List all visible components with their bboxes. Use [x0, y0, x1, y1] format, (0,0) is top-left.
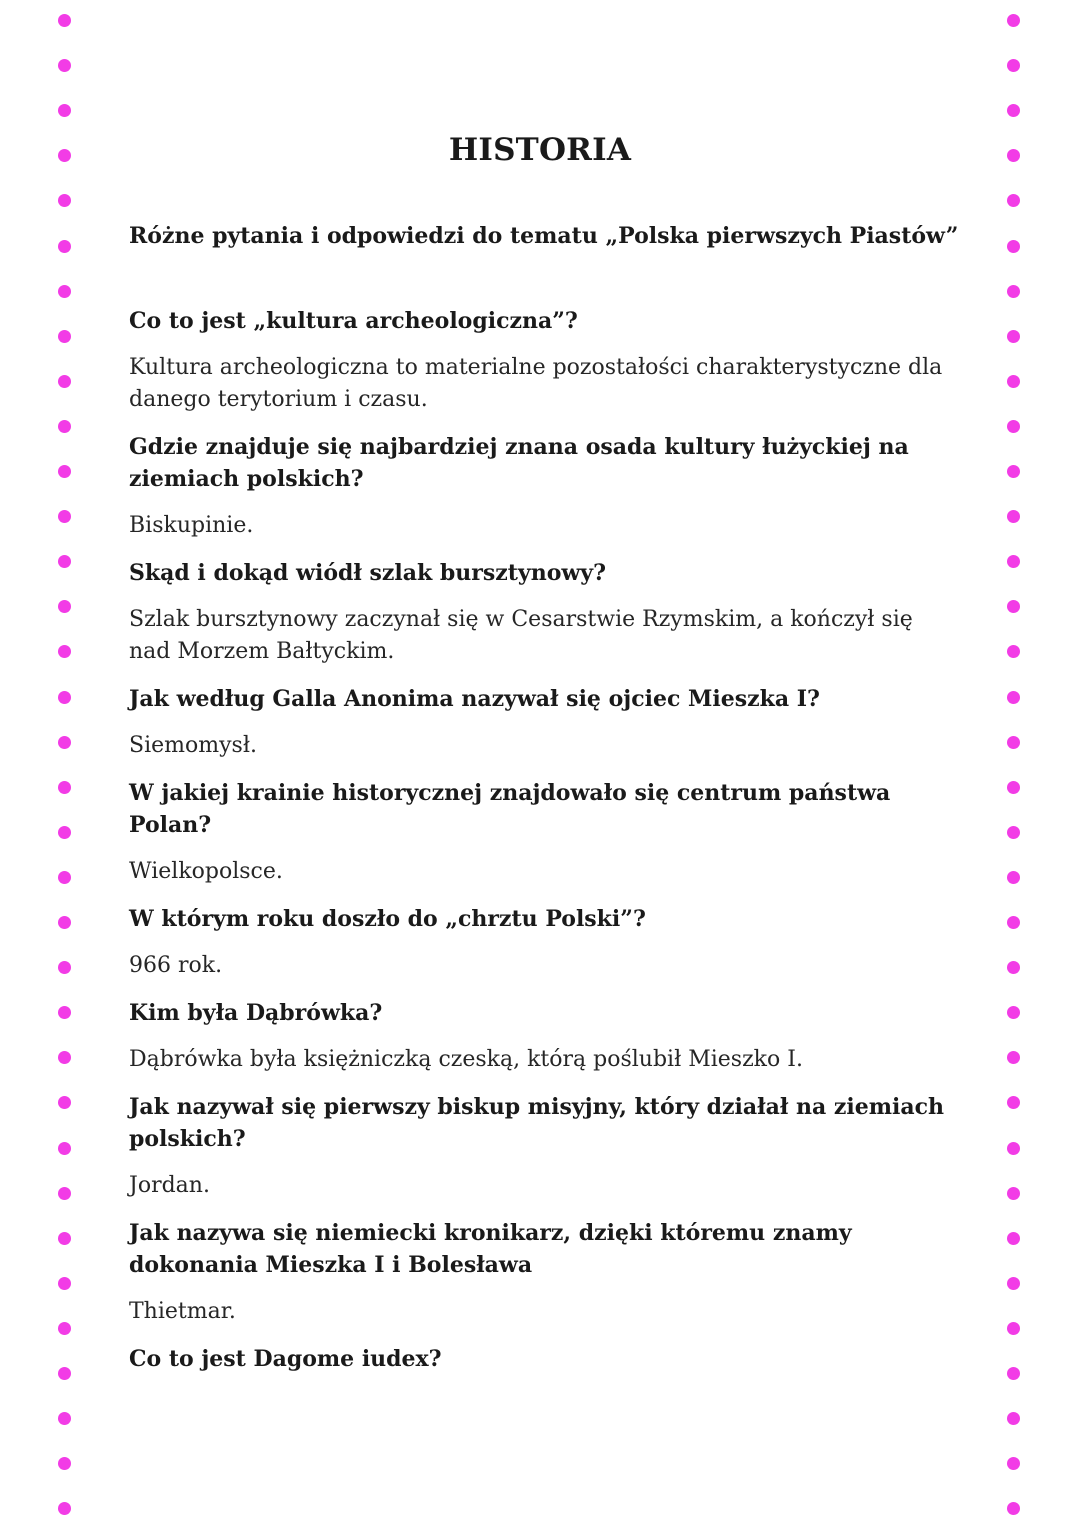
- border-dot: [1007, 1232, 1020, 1245]
- border-dot: [1007, 1412, 1020, 1425]
- border-dot: [1007, 420, 1020, 433]
- border-dot: [58, 1457, 71, 1470]
- border-dot: [1007, 194, 1020, 207]
- left-dot-border: [55, 0, 75, 1527]
- border-dot: [1007, 916, 1020, 929]
- border-dot: [58, 961, 71, 974]
- question: Jak nazywał się pierwszy biskup misyjny, który działał na ziemiach polskich?: [129, 1094, 945, 1152]
- border-dot: [58, 1367, 71, 1380]
- answer: Jordan.: [129, 1173, 210, 1198]
- border-dot: [1007, 14, 1020, 27]
- border-dot: [1007, 465, 1020, 478]
- border-dot: [58, 240, 71, 253]
- border-dot: [1007, 555, 1020, 568]
- question: Skąd i dokąd wiódł szlak bursztynowy?: [129, 560, 606, 586]
- border-dot: [1007, 600, 1020, 613]
- border-dot: [58, 330, 71, 343]
- border-dot: [1007, 1142, 1020, 1155]
- border-dot: [1007, 691, 1020, 704]
- border-dot: [1007, 1502, 1020, 1515]
- border-dot: [58, 285, 71, 298]
- border-dot: [1007, 961, 1020, 974]
- border-dot: [58, 555, 71, 568]
- border-dot: [58, 1142, 71, 1155]
- answer: 966 rok.: [129, 953, 223, 978]
- border-dot: [1007, 104, 1020, 117]
- border-dot: [58, 59, 71, 72]
- border-dot: [1007, 375, 1020, 388]
- border-dot: [58, 375, 71, 388]
- border-dot: [1007, 781, 1020, 794]
- border-dot: [1007, 1277, 1020, 1290]
- question: Co to jest „kultura archeologiczna”?: [129, 308, 578, 334]
- question: Co to jest Dagome iudex?: [129, 1346, 442, 1372]
- answer: Wielkopolsce.: [129, 859, 283, 884]
- border-dot: [58, 916, 71, 929]
- border-dot: [58, 781, 71, 794]
- answer: Dąbrówka była księżniczką czeską, którą poślubił Mieszko I.: [129, 1047, 803, 1072]
- border-dot: [1007, 1322, 1020, 1335]
- border-dot: [58, 1187, 71, 1200]
- border-dot: [58, 1277, 71, 1290]
- border-dot: [1007, 330, 1020, 343]
- border-dot: [1007, 510, 1020, 523]
- question: Jak nazywa się niemiecki kronikarz, dzięki któremu znamy dokonania Mieszka I i Bolesława: [129, 1220, 852, 1278]
- border-dot: [58, 104, 71, 117]
- question: W jakiej krainie historycznej znajdowało się centrum państwa Polan?: [129, 780, 891, 838]
- border-dot: [58, 420, 71, 433]
- answer: Biskupinie.: [129, 513, 254, 538]
- page-title: HISTORIA: [448, 132, 632, 168]
- border-dot: [1007, 285, 1020, 298]
- border-dot: [58, 736, 71, 749]
- border-dot: [1007, 1006, 1020, 1019]
- document-subtitle: Różne pytania i odpowiedzi do tematu „Polska pierwszych Piastów”: [129, 223, 959, 249]
- answer: Thietmar.: [129, 1299, 236, 1324]
- question: Gdzie znajduje się najbardziej znana osada kultury łużyckiej na ziemiach polskich?: [129, 434, 909, 492]
- answer: Szlak bursztynowy zaczynał się w Cesarstwie Rzymskim, a kończył się nad Morzem Bałtyckim.: [129, 607, 913, 664]
- border-dot: [1007, 1051, 1020, 1064]
- question: Kim była Dąbrówka?: [129, 1000, 383, 1026]
- border-dot: [58, 1322, 71, 1335]
- border-dot: [58, 510, 71, 523]
- border-dot: [1007, 826, 1020, 839]
- border-dot: [58, 826, 71, 839]
- border-dot: [58, 691, 71, 704]
- border-dot: [1007, 645, 1020, 658]
- right-dot-border: [1004, 0, 1024, 1527]
- question: W którym roku doszło do „chrztu Polski”?: [129, 906, 646, 932]
- border-dot: [58, 14, 71, 27]
- border-dot: [58, 194, 71, 207]
- border-dot: [58, 1412, 71, 1425]
- border-dot: [58, 1096, 71, 1109]
- border-dot: [1007, 240, 1020, 253]
- border-dot: [1007, 59, 1020, 72]
- border-dot: [58, 871, 71, 884]
- border-dot: [58, 645, 71, 658]
- border-dot: [1007, 871, 1020, 884]
- border-dot: [58, 600, 71, 613]
- border-dot: [58, 1232, 71, 1245]
- answer: Kultura archeologiczna to materialne pozostałości charakterystyczne dla danego terytorium i czasu.: [129, 355, 943, 412]
- border-dot: [58, 1006, 71, 1019]
- answer: Siemomysł.: [129, 733, 257, 758]
- border-dot: [1007, 1367, 1020, 1380]
- qa-list: [129, 305, 959, 1390]
- border-dot: [1007, 736, 1020, 749]
- border-dot: [1007, 1457, 1020, 1470]
- border-dot: [58, 1502, 71, 1515]
- border-dot: [58, 1051, 71, 1064]
- border-dot: [1007, 1096, 1020, 1109]
- border-dot: [1007, 1187, 1020, 1200]
- border-dot: [58, 465, 71, 478]
- question: Jak według Galla Anonima nazywał się ojciec Mieszka I?: [129, 686, 820, 712]
